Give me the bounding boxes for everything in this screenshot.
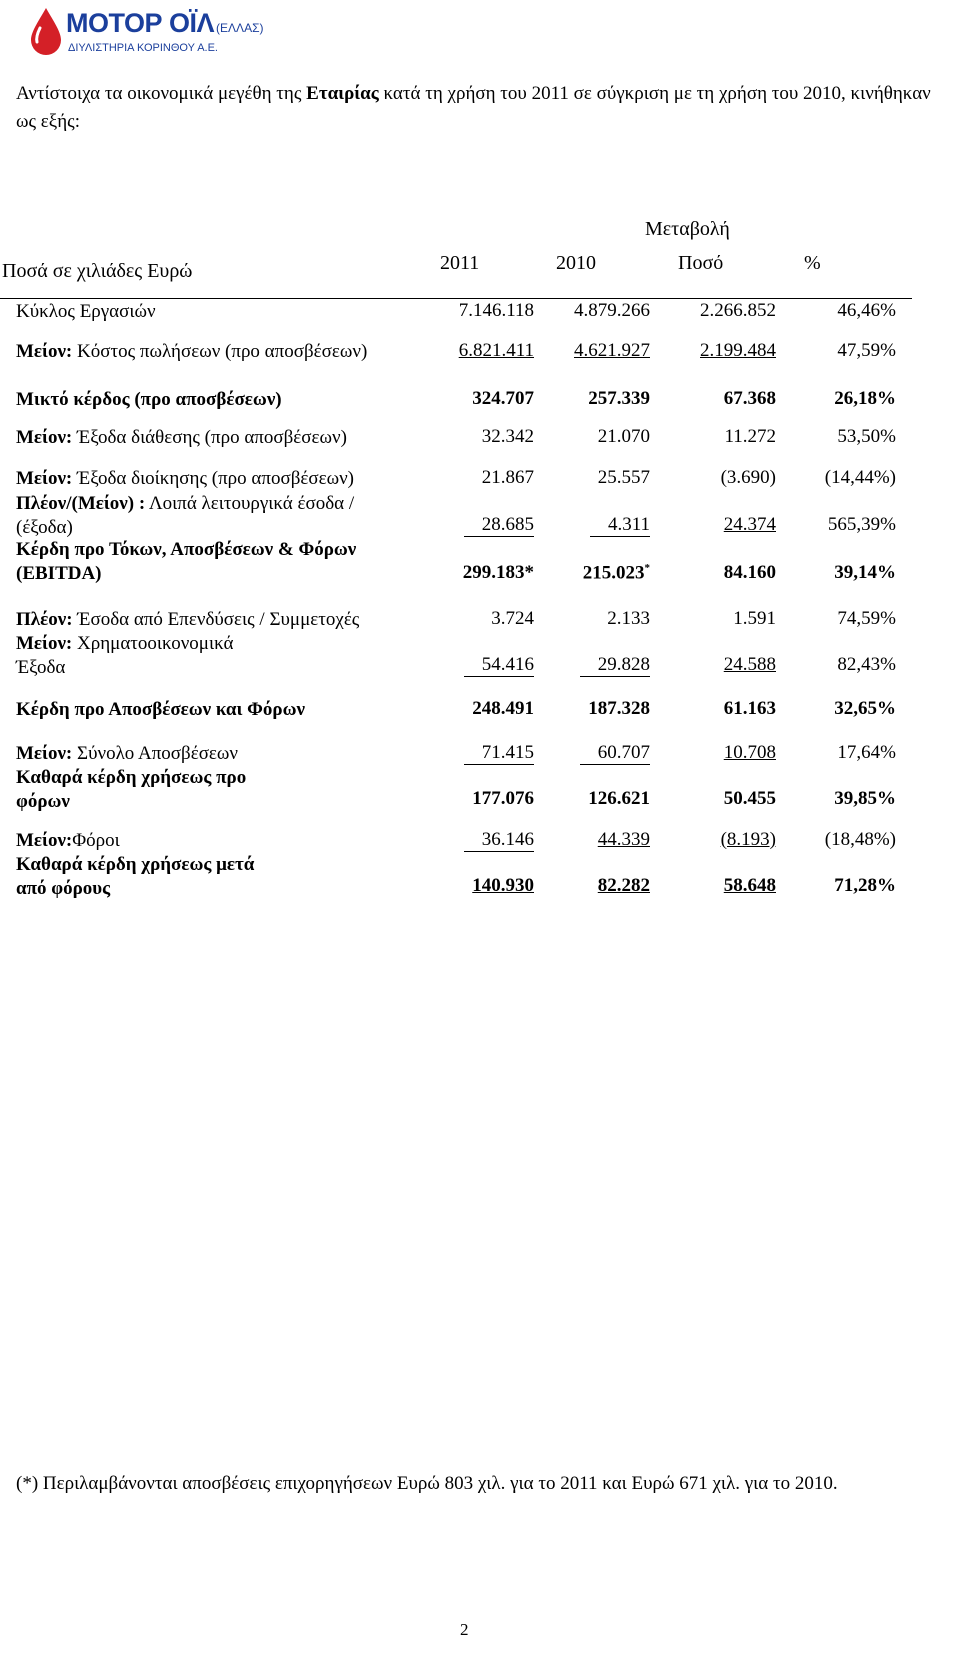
row-label: Κέρδη προ Τόκων, Αποσβέσεων & Φόρων (EBITDA) <box>16 539 357 584</box>
value-pct: 565,39% <box>827 514 896 535</box>
value-2010: 82.282 <box>597 875 650 896</box>
value-change: 1.591 <box>733 608 776 629</box>
row-label: Κύκλος Εργασιών <box>16 301 156 322</box>
value-2010: 126.621 <box>588 788 650 809</box>
value-2010: 4.879.266 <box>574 300 650 321</box>
value-2010: 4.311 <box>590 514 650 537</box>
intro-bold: Εταιρίας <box>306 83 379 104</box>
header-col-pct: % <box>804 252 821 274</box>
footnote: (*) Περιλαμβάνονται αποσβέσεις επιχορηγήσεων Ευρώ 803 χιλ. για το 2011 και Ευρώ 671 χιλ. για το 2010. <box>16 1473 838 1494</box>
value-pct: 74,59% <box>837 608 896 629</box>
value-2011: 324.707 <box>472 388 534 409</box>
value-2011: 28.685 <box>464 514 534 537</box>
value-change: 10.708 <box>723 742 776 763</box>
header-col-amount: Ποσό <box>678 252 724 274</box>
value-change: (8.193) <box>720 829 776 850</box>
page-number: 2 <box>460 1620 469 1639</box>
logo-subtitle: ΔΙΥΛΙΣΤΗΡΙΑ ΚΟΡΙΝΘΟΥ Α.Ε. <box>68 42 218 54</box>
value-2011: 6.821.411 <box>458 340 534 361</box>
value-pct: 71,28% <box>834 875 896 896</box>
value-change: 2.266.852 <box>700 300 776 321</box>
header-change-group: Μεταβολή <box>645 218 730 240</box>
row-label: Καθαρά κέρδη χρήσεως προ φόρων <box>16 767 247 812</box>
header-divider <box>0 298 912 299</box>
value-2011: 71.415 <box>464 742 534 765</box>
value-pct: 39,85% <box>834 788 896 809</box>
value-pct: (14,44%) <box>824 467 896 488</box>
row-label: Πλέον: Έσοδα από Επενδύσεις / Συμμετοχές <box>16 609 360 630</box>
value-change: 67.368 <box>723 388 776 409</box>
value-2011: 54.416 <box>464 654 534 677</box>
header-col-2010: 2010 <box>556 252 596 274</box>
value-pct: 46,46% <box>837 300 896 321</box>
value-2011: 32.342 <box>481 426 534 447</box>
value-2011: 177.076 <box>472 788 534 809</box>
value-2010: 21.070 <box>597 426 650 447</box>
value-2010: 187.328 <box>588 698 650 719</box>
value-2011: 299.183* <box>462 562 534 583</box>
row-label: Μείον: Έξοδα διάθεσης (προ αποσβέσεων) <box>16 427 347 448</box>
row-label: Μείον: Σύνολο Αποσβέσεων <box>16 743 239 764</box>
value-2010: 29.828 <box>580 654 650 677</box>
value-change: 58.648 <box>723 875 776 896</box>
value-change: 2.199.484 <box>700 340 776 361</box>
header-col-2011: 2011 <box>440 252 480 274</box>
value-2010: 257.339 <box>588 388 650 409</box>
row-label: Μείον: Έξοδα διοίκησης (προ αποσβέσεων) <box>16 468 354 489</box>
value-change: (3.690) <box>720 467 776 488</box>
value-pct: 26,18% <box>834 388 896 409</box>
row-label: Μικτό κέρδος (προ αποσβέσεων) <box>16 389 282 410</box>
oil-drop-icon <box>28 6 64 56</box>
value-2011: 3.724 <box>491 608 534 629</box>
intro-paragraph: Αντίστοιχα τα οικονομικά μεγέθη της Εταιρίας κατά τη χρήση του 2011 σε σύγκριση με τη χρήση του 2010, κινήθηκαν ως εξής: <box>16 83 931 132</box>
value-2010: 60.707 <box>580 742 650 765</box>
value-change: 50.455 <box>723 788 776 809</box>
value-pct: 32,65% <box>834 698 896 719</box>
value-2010: 2.133 <box>607 608 650 629</box>
value-2010: 215.023* <box>582 562 650 584</box>
value-2010: 4.621.927 <box>574 340 650 361</box>
value-pct: 17,64% <box>837 742 896 763</box>
row-label: Μείον:Φόροι <box>16 830 120 851</box>
value-change: 24.588 <box>723 654 776 675</box>
value-pct: 53,50% <box>837 426 896 447</box>
value-pct: (18,48%) <box>824 829 896 850</box>
value-2011: 248.491 <box>472 698 534 719</box>
value-change: 11.272 <box>724 426 776 447</box>
value-2010: 25.557 <box>597 467 650 488</box>
row-label: Καθαρά κέρδη χρήσεως μετά από φόρους <box>16 854 255 899</box>
value-2011: 140.930 <box>472 875 534 896</box>
value-2011: 7.146.118 <box>458 300 534 321</box>
value-2010: 44.339 <box>597 829 650 850</box>
value-pct: 47,59% <box>837 340 896 361</box>
row-label: Κέρδη προ Αποσβέσεων και Φόρων <box>16 699 305 720</box>
logo-brand: ΜΟΤΟΡ ΟΪΛ (ΕΛΛΑΣ) <box>66 8 264 38</box>
value-pct: 39,14% <box>834 562 896 583</box>
value-2011: 21.867 <box>481 467 534 488</box>
row-label: Μείον: Χρηματοοικονομικά Έξοδα <box>16 633 234 678</box>
header-unit-label: Ποσά σε χιλιάδες Ευρώ <box>2 260 193 282</box>
value-change: 24.374 <box>723 514 776 535</box>
value-change: 61.163 <box>723 698 776 719</box>
row-label: Πλέον/(Μείον) : Λοιπά λειτουργικά έσοδα / (έξοδα) <box>16 493 355 538</box>
value-pct: 82,43% <box>837 654 896 675</box>
value-2011: 36.146 <box>464 829 534 852</box>
company-logo <box>28 4 268 60</box>
row-label: Μείον: Κόστος πωλήσεων (προ αποσβέσεων) <box>16 341 368 362</box>
value-change: 84.160 <box>723 562 776 583</box>
